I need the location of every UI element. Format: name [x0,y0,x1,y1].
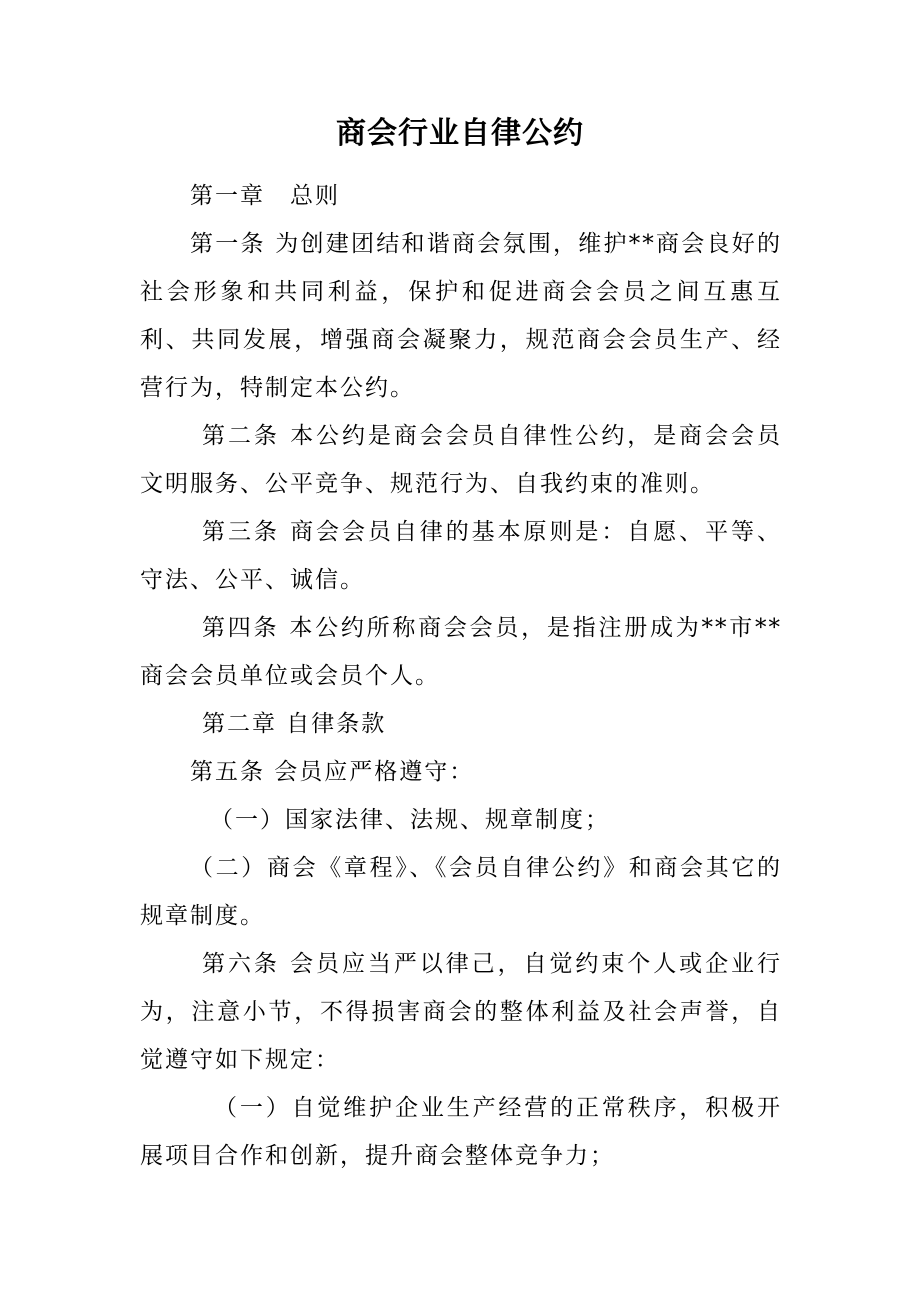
article-6: 第六条 会员应当严以律己，自觉约束个人或企业行为，注意小节，不得损害商会的整体利益及社会声誉，自觉遵守如下规定： [140,951,782,1073]
article-6-item-1: （一）自觉维护企业生产经营的正常秩序，积极开展项目合作和创新，提升商会整体竞争力； [140,1095,782,1169]
document-body [140,172,782,1180]
article-2: 第二条 本公约是商会会员自律性公约，是商会会员文明服务、公平竞争、规范行为、自我约束的准则。 [140,423,782,497]
chapter-2-heading: 第二章 自律条款 [202,711,387,737]
article-3: 第三条 商会会员自律的基本原则是：自愿、平等、守法、公平、诚信。 [140,519,782,593]
article-5: 第五条 会员应严格遵守： [190,759,475,785]
chapter-1-heading: 第一章 总则 [190,183,340,209]
article-5-item-1: （一）国家法律、法规、规章制度； [210,807,610,833]
article-4: 第四条 本公约所称商会会员，是指注册成为**市**商会会员单位或会员个人。 [140,615,782,689]
document-title: 商会行业自律公约 [336,116,584,151]
article-1: 第一条 为创建团结和谐商会氛围，维护**商会良好的社会形象和共同利益，保护和促进商会会员之间互惠互利、共同发展，增强商会凝聚力，规范商会会员生产、经营行为，特制定本公约。 [140,231,782,401]
article-5-item-2: （二）商会《章程》、《会员自律公约》和商会其它的规章制度。 [140,855,782,929]
